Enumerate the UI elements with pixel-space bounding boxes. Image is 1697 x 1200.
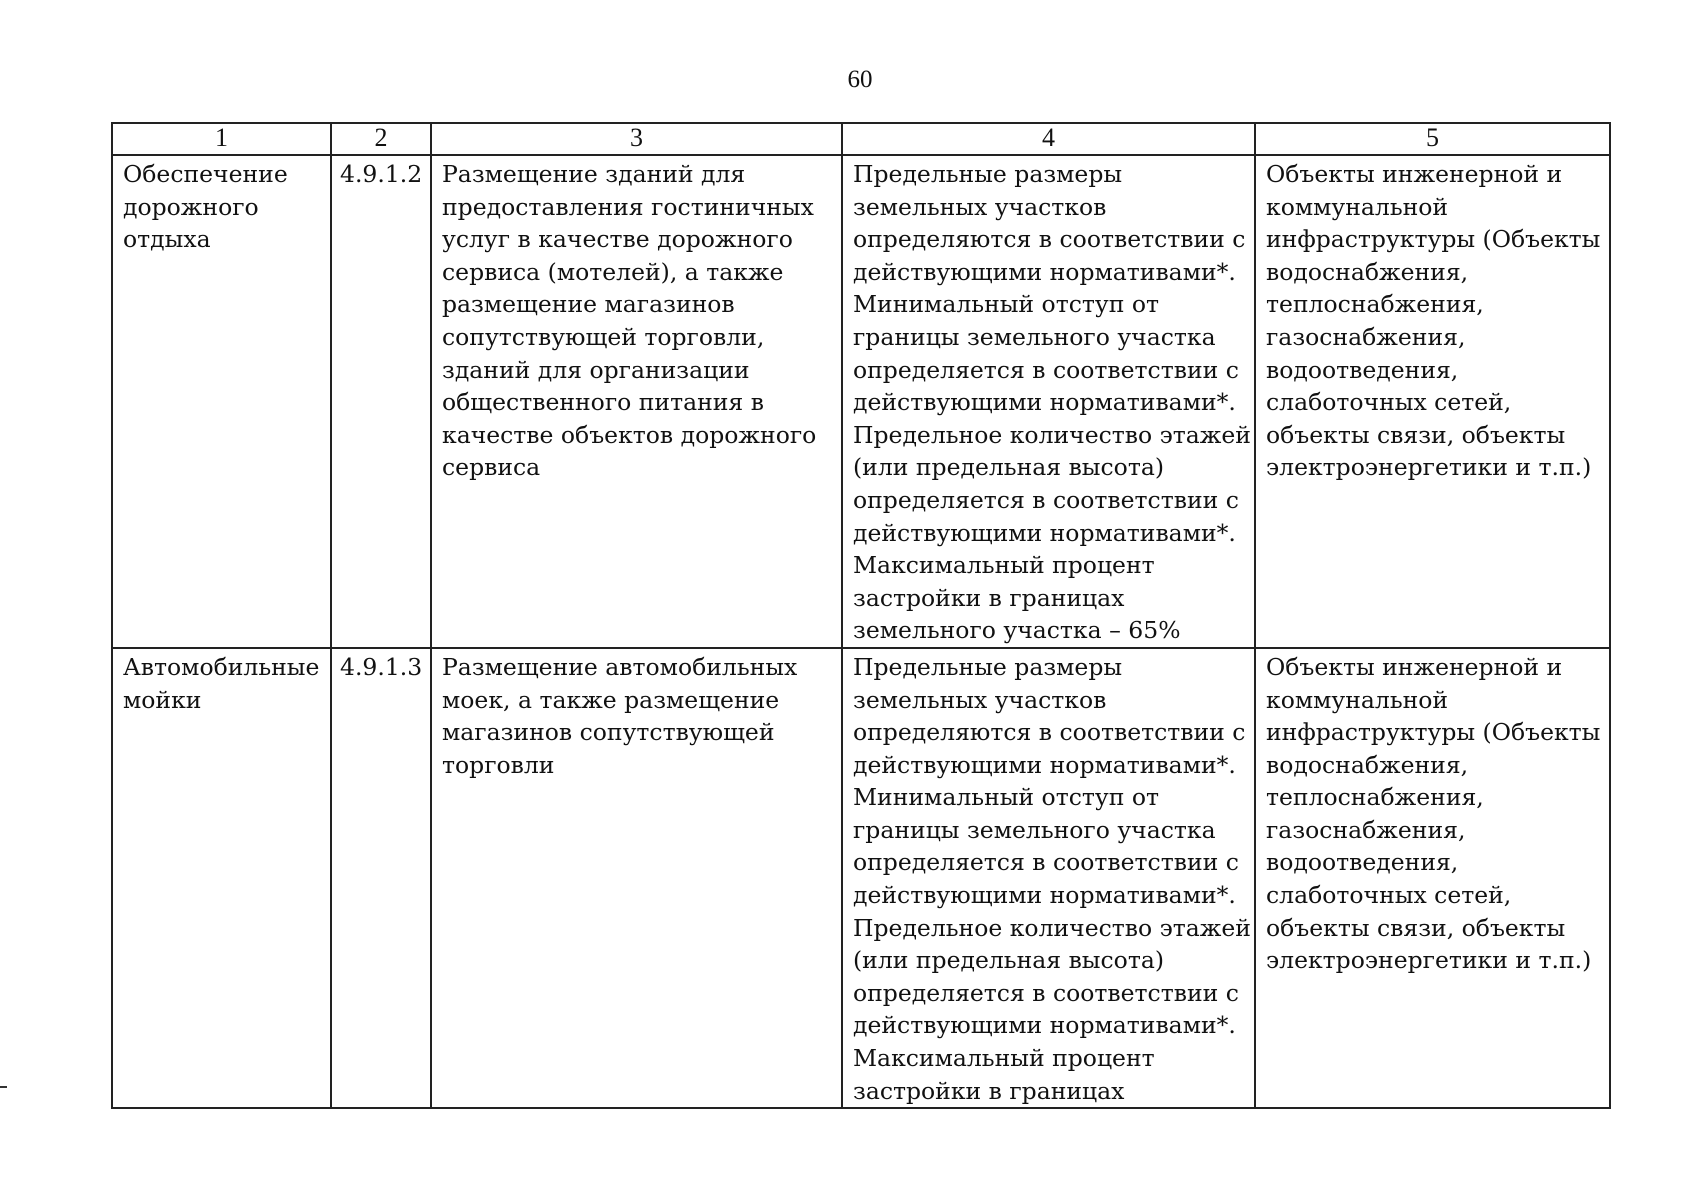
text-line: мойки [123,685,202,714]
limit-parameters-cell [842,648,1255,1108]
text-line: торговли [442,750,555,779]
page-number: 60 [847,66,873,93]
text-line: сервиса [442,453,541,482]
margin-mark [0,1086,7,1088]
use-description-cell [431,155,842,648]
use-description-cell [431,648,842,1108]
text-line: Автомобильные [123,652,320,681]
text-line: газоснабжения, [1266,815,1466,844]
text-line: земельных участков [853,685,1107,714]
table-header-row [112,123,1610,155]
text-line: теплоснабжения, [1266,290,1484,319]
column-header-3: 3 [431,123,842,155]
text-line: определяется в соответствии с [853,978,1239,1007]
text-line: Предельные размеры [853,652,1123,681]
text-line: (или предельная высота) [853,946,1164,975]
use-type-code-cell [331,155,431,648]
text-line: объекты связи, объекты [1266,420,1566,449]
text-line: действующими нормативами*. [853,518,1236,547]
text-line: инфраструктуры (Объекты [1266,225,1601,254]
text-line: Минимальный отступ от [853,783,1159,812]
column-header-4: 4 [842,123,1255,155]
text-line: действующими нормативами*. [853,881,1236,910]
text-line: Обеспечение [123,160,288,188]
text-line: Объекты инженерной и [1266,652,1563,681]
text-line: моек, а также размещение [442,685,780,714]
text-line: (или предельная высота) [853,453,1164,482]
text-line: застройки в границах [853,1076,1125,1105]
text-line: водоотведения, [1266,355,1459,384]
use-type-code: 4.9.1.3 [340,652,423,681]
text-line: дорожного [123,192,259,221]
text-line: коммунальной [1266,685,1449,714]
text-line: определяется в соответствии с [853,485,1239,514]
text-line: услуг в качестве дорожного [442,225,793,254]
use-type-name [123,651,320,716]
text-line: Предельные размеры [853,160,1123,188]
text-line: Объекты инженерной и [1266,160,1563,188]
table-row [112,155,1610,648]
text-line: действующими нормативами*. [853,1011,1236,1040]
use-type-code-cell [331,648,431,1108]
text-line: инфраструктуры (Объекты [1266,718,1601,747]
text-line: Размещение зданий для [442,160,746,188]
text-line: зданий для организации [442,355,750,384]
text-line: действующими нормативами*. [853,388,1236,417]
text-line: Предельное количество этажей [853,913,1251,942]
use-type-name-cell [112,648,331,1108]
use-type-code: 4.9.1.2 [340,160,423,188]
text-line: земельных участков [853,192,1107,221]
column-header-5: 5 [1255,123,1610,155]
text-line: границы земельного участка [853,815,1216,844]
text-line: электроэнергетики и т.п.) [1266,946,1592,975]
text-line: газоснабжения, [1266,322,1466,351]
text-line: слаботочных сетей, [1266,388,1512,417]
auxiliary-uses [1266,158,1599,484]
text-line: Минимальный отступ от [853,290,1159,319]
text-line: земельного участка – 65% [853,616,1181,645]
text-line: определяются в соответствии с [853,225,1246,254]
land-use-table [111,122,1611,1109]
auxiliary-uses-cell [1255,155,1610,648]
table-row [112,648,1610,1108]
limit-parameters [853,651,1251,1107]
text-line: объекты связи, объекты [1266,913,1566,942]
text-line: границы земельного участка [853,322,1216,351]
text-line: Предельное количество этажей [853,420,1251,449]
use-type-name-cell [112,155,331,648]
text-line: действующими нормативами*. [853,750,1236,779]
column-header-1: 1 [112,123,331,155]
column-header-2: 2 [331,123,431,155]
text-line: водоснабжения, [1266,750,1469,779]
text-line: электроэнергетики и т.п.) [1266,453,1592,482]
text-line: застройки в границах [853,583,1125,612]
limit-parameters-cell [842,155,1255,648]
text-line: действующими нормативами*. [853,257,1236,286]
text-line: предоставления гостиничных [442,192,814,221]
text-line: слаботочных сетей, [1266,881,1512,910]
text-line: размещение магазинов [442,290,735,319]
text-line: отдыха [123,225,211,254]
text-line: магазинов сопутствующей [442,718,775,747]
text-line: теплоснабжения, [1266,783,1484,812]
text-line: общественного питания в [442,388,764,417]
text-line: определяются в соответствии с [853,718,1246,747]
text-line: Размещение автомобильных [442,652,798,681]
text-line: коммунальной [1266,192,1449,221]
text-line: Максимальный процент [853,551,1155,580]
use-description [442,158,831,484]
text-line: водоснабжения, [1266,257,1469,286]
text-line: качестве объектов дорожного [442,420,817,449]
text-line: сопутствующей торговли, [442,322,765,351]
auxiliary-uses-cell [1255,648,1610,1108]
text-line: определяется в соответствии с [853,848,1239,877]
text-line: определяется в соответствии с [853,355,1239,384]
text-line: водоотведения, [1266,848,1459,877]
limit-parameters [853,158,1251,647]
text-line: Максимальный процент [853,1044,1155,1073]
auxiliary-uses [1266,651,1599,977]
text-line: сервиса (мотелей), а также [442,257,784,286]
use-type-name [123,158,320,256]
use-description [442,651,831,781]
